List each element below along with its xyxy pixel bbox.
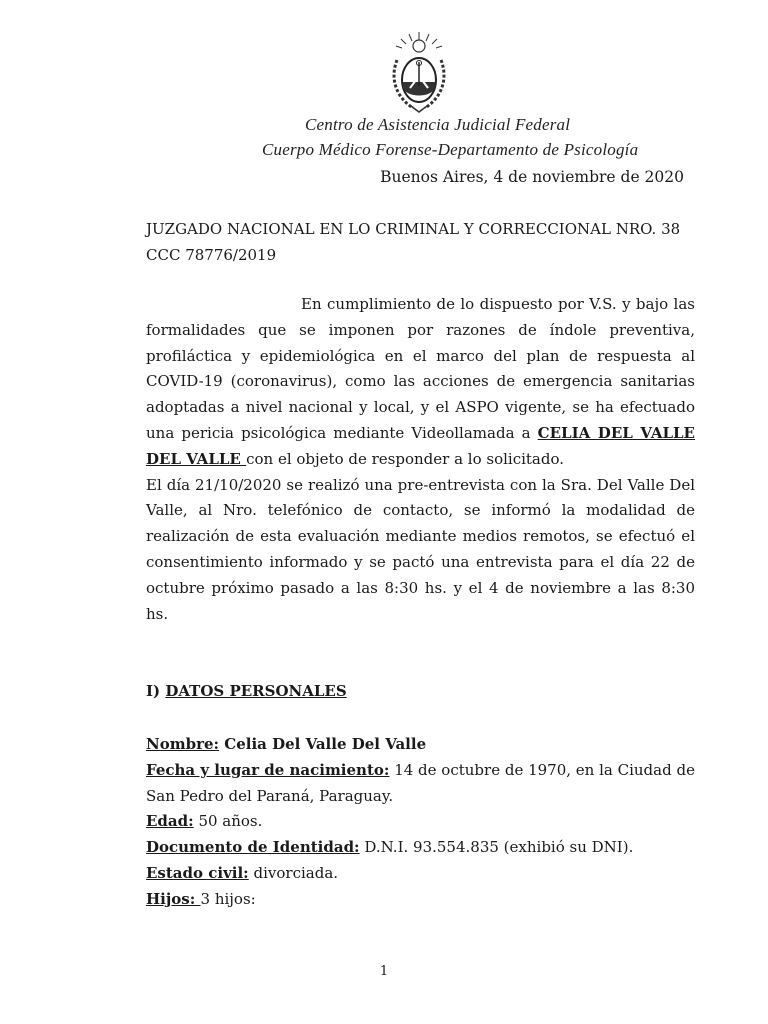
subject-name-highlight: CELIA DEL VALLE DEL VALLE — [146, 423, 695, 468]
field-value: 3 hijos: — [200, 889, 256, 908]
field-label: Edad: — [146, 812, 194, 831]
document-body — [146, 292, 695, 627]
institution-name: Centro de Asistencia Judicial Federal — [305, 115, 571, 134]
field-label: Nombre: — [146, 735, 220, 753]
field-label: Hijos: — [146, 889, 201, 908]
field-value: 50 años. — [193, 812, 263, 831]
field-value: D.N.I. 93.554.835 (exhibió su DNI). — [359, 838, 634, 857]
field-label: Documento de Identidad: — [146, 838, 360, 857]
case-number: CCC 78776/2019 — [146, 246, 277, 264]
field-id-document — [146, 835, 695, 861]
section-number: I) — [146, 682, 166, 700]
field-label: Fecha y lugar de nacimiento: — [146, 760, 390, 779]
field-civil-status — [146, 861, 695, 887]
section-heading — [146, 682, 347, 700]
field-name — [146, 732, 695, 758]
field-value: 14 de octubre de 1970, en la Ciudad de San Pedro del Paraná, Paraguay. — [146, 760, 695, 805]
field-age — [146, 809, 695, 835]
paragraph-2: El día 21/10/2020 se realizó una pre-entrevista con la Sra. Del Valle Del Valle, al Nro. telefónico de contacto, se informó la modalidad de realización de esta evaluación mediante medios remotos, se efectuó el consentimiento informado y se pactó una entrevista para el día 22 de octubre próximo pasado a las 8:30 hs. y el 4 de noviembre a las 8:30 hs. — [146, 475, 695, 623]
field-label: Estado civil: — [146, 863, 249, 882]
field-children — [146, 887, 695, 913]
document-date: Buenos Aires, 4 de noviembre de 2020 — [380, 168, 684, 186]
paragraph-1-text: En cumplimiento de lo dispuesto por V.S. y bajo las formalidades que se imponen por razones de índole preventiva, profiláctica y epidemiológica en el marco del plan de respuesta al COVID-19 (coronavirus), como las acciones de emergencia sanitarias adoptadas a nivel nacional y local, y el ASPO vigente, se ha efectuado una pericia psicológica mediante Videollamada a — [146, 295, 695, 442]
court-name: JUZGADO NACIONAL EN LO CRIMINAL Y CORRECCIONAL NRO. 38 — [146, 220, 681, 238]
paragraph-1 — [146, 292, 695, 473]
field-value: divorciada. — [248, 863, 339, 882]
department-name: Cuerpo Médico Forense-Departamento de Psicología — [262, 140, 639, 159]
coat-of-arms-seal-icon — [383, 30, 455, 114]
page-number: 1 — [379, 964, 389, 979]
paragraph-1-end: con el objeto de responder a lo solicitado. — [246, 449, 565, 468]
field-birth — [146, 758, 695, 810]
field-value: Celia Del Valle Del Valle — [219, 735, 427, 753]
personal-data-list — [146, 732, 695, 913]
section-title: DATOS PERSONALES — [165, 682, 347, 700]
